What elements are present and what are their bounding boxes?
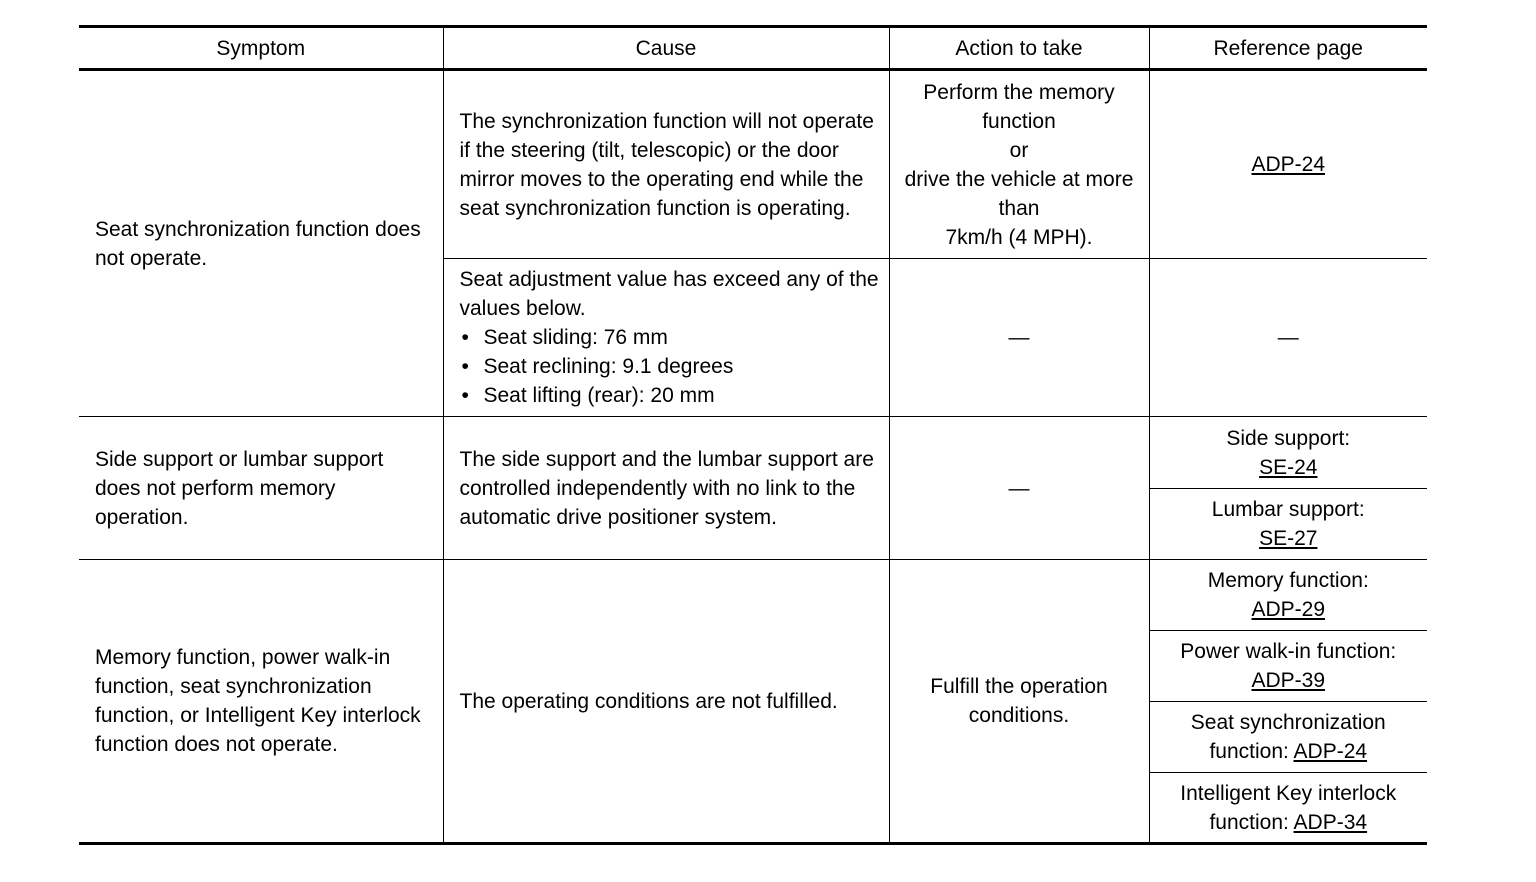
reference-link[interactable]: ADP-24 — [1251, 153, 1326, 176]
action-cell: Fulfill the operation conditions. — [889, 560, 1149, 844]
reference-label: Memory function: — [1207, 569, 1369, 592]
header-cause: Cause — [443, 27, 889, 70]
reference-label-line: function: ADP-34 — [1209, 810, 1368, 834]
action-line: or — [1009, 138, 1029, 162]
reference-cell — [1149, 631, 1427, 702]
cause-cell: The operating conditions are not fulfilled. — [443, 560, 889, 844]
cause-text: Seat adjustment value has exceed any of the values below. — [459, 268, 879, 320]
reference-label: Lumbar support: — [1211, 498, 1365, 521]
list-item: • Seat lifting (rear): 20 mm — [460, 381, 881, 410]
action-cell — [889, 70, 1149, 259]
reference-cell: — — [1149, 259, 1427, 417]
cause-bullet-list — [460, 323, 881, 410]
reference-cell — [1149, 70, 1427, 259]
action-line: drive the vehicle at more than — [904, 167, 1134, 220]
action-cell: — — [889, 259, 1149, 417]
action-line: 7km/h (4 MPH). — [945, 225, 1093, 249]
table-header-row — [79, 27, 1427, 70]
reference-label-line: Intelligent Key interlock — [1180, 781, 1397, 805]
reference-link[interactable]: ADP-29 — [1251, 598, 1326, 621]
table-row — [79, 560, 1427, 631]
reference-link[interactable]: ADP-24 — [1293, 740, 1368, 763]
reference-cell — [1149, 417, 1427, 489]
symptom-cell: Side support or lumbar support does not perform memory operation. — [79, 417, 443, 560]
reference-link[interactable]: ADP-39 — [1251, 669, 1326, 692]
cause-cell: The synchronization function will not operate if the steering (tilt, telescopic) or the door mirror moves to the operating end while the seat synchronization function is operating. — [443, 70, 889, 259]
reference-link[interactable]: SE-24 — [1259, 455, 1318, 479]
reference-label-line: Seat synchronization — [1190, 711, 1386, 734]
table-row — [79, 417, 1427, 489]
action-cell: — — [889, 417, 1149, 560]
list-item: • Seat reclining: 9.1 degrees — [460, 352, 881, 381]
reference-label: Power walk-in function: — [1180, 640, 1397, 663]
troubleshooting-table — [79, 25, 1427, 845]
header-reference: Reference page — [1149, 27, 1427, 70]
cause-cell: The side support and the lumbar support are controlled independently with no link to the automatic drive positioner system. — [443, 417, 889, 560]
reference-label-line: function: ADP-24 — [1209, 740, 1368, 763]
reference-link[interactable]: ADP-34 — [1293, 810, 1368, 834]
reference-cell — [1149, 702, 1427, 773]
reference-cell — [1149, 773, 1427, 844]
cause-cell — [443, 259, 889, 417]
symptom-cell: Seat synchronization function does not operate. — [79, 70, 443, 417]
header-symptom: Symptom — [79, 27, 443, 70]
header-action: Action to take — [889, 27, 1149, 70]
reference-label: Side support: — [1226, 426, 1351, 450]
reference-cell — [1149, 560, 1427, 631]
reference-link[interactable]: SE-27 — [1259, 527, 1318, 550]
symptom-cell: Memory function, power walk-in function, seat synchronization function, or Intelligent Key interlock function does not operate. — [79, 560, 443, 844]
table-row — [79, 70, 1427, 259]
list-item: • Seat sliding: 76 mm — [460, 323, 881, 352]
reference-cell — [1149, 489, 1427, 560]
action-line: Perform the memory function — [923, 80, 1115, 133]
